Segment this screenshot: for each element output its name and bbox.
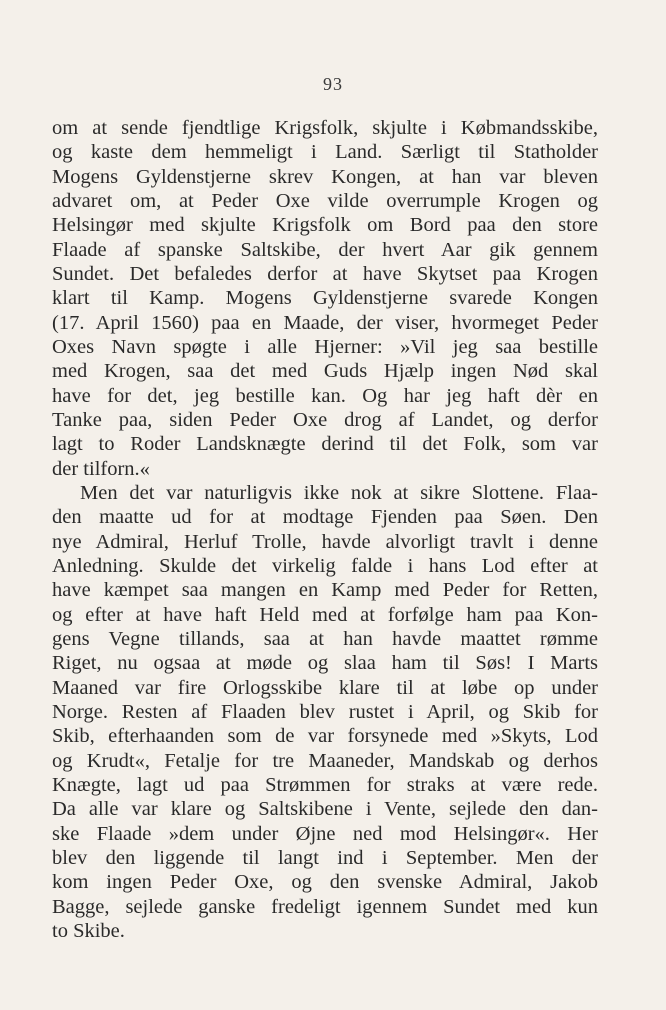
text-line: om at sende fjendtlige Krigsfolk, skjulte i Købmandsskibe, (52, 117, 598, 139)
text-line: Tanke paa, siden Peder Oxe drog af Landet, og derfor (52, 408, 598, 431)
text-line: Flaade af spanske Saltskibe, der hvert Aar gik gennem (52, 238, 598, 261)
text-line: ske Flaade »dem under Øjne ned mod Helsingør«. Her (52, 822, 598, 845)
text-line: Skib, efterhaanden som de var forsynede med »Skyts, Lod (52, 725, 598, 748)
text-line: Men det var naturligvis ikke nok at sikre Slottene. Flaa- (80, 481, 598, 504)
text-line: og efter at have haft Held med at forfølge ham paa Kon- (52, 603, 598, 626)
text-line: blev den liggende til langt ind i September. Men der (52, 846, 598, 869)
text-line: med Krogen, saa det med Guds Hjælp ingen Nød skal (52, 360, 598, 383)
text-line: Norge. Resten af Flaaden blev rustet i April, og Skib for (52, 700, 598, 723)
text-line: nye Admiral, Herluf Trolle, havde alvorligt travlt i denne (52, 530, 598, 553)
text-line: Helsingør med skjulte Krigsfolk om Bord paa den store (52, 214, 598, 237)
text-line: to Skibe. (52, 919, 125, 942)
text-line: Sundet. Det befaledes derfor at have Skytset paa Krogen (52, 262, 598, 285)
text-line: Anledning. Skulde det virkelig falde i hans Lod efter at (52, 554, 598, 577)
text-line: advaret om, at Peder Oxe vilde overrumple Krogen og (52, 189, 598, 212)
text-line: have for det, jeg bestille kan. Og har jeg haft dèr en (52, 384, 598, 407)
text-line: Oxes Navn spøgte i alle Hjerner: »Vil jeg saa bestille (52, 335, 598, 358)
text-line: have kæmpet saa mangen en Kamp med Peder for Retten, (52, 579, 598, 602)
text-line: Da alle var klare og Saltskibene i Vente, sejlede den dan- (52, 798, 598, 821)
text-line: Bagge, sejlede ganske fredeligt igennem Sundet med kun (52, 895, 598, 918)
page-number: 93 (323, 74, 343, 94)
text-line: og kaste dem hemmeligt i Land. Særligt til Statholder (52, 141, 598, 164)
text-line: der tilforn.« (52, 457, 150, 480)
text-line: Knægte, lagt ud paa Strømmen for straks at være rede. (52, 773, 598, 796)
body-text (52, 116, 598, 943)
text-line: den maatte ud for at modtage Fjenden paa Søen. Den (52, 506, 598, 529)
text-line: Mogens Gyldenstjerne skrev Kongen, at han var bleven (52, 165, 598, 188)
text-line: gens Vegne tillands, saa at han havde maattet rømme (52, 627, 598, 650)
text-line: Maaned var fire Orlogsskibe klare til at løbe op under (52, 676, 598, 699)
text-line: Riget, nu ogsaa at møde og slaa ham til Søs! I Marts (52, 652, 598, 675)
text-line: kom ingen Peder Oxe, og den svenske Admiral, Jakob (52, 871, 598, 894)
text-line: klart til Kamp. Mogens Gyldenstjerne svarede Kongen (52, 287, 598, 310)
text-line: (17. April 1560) paa en Maade, der viser, hvormeget Peder (52, 311, 598, 334)
text-line: og Krudt«, Fetalje for tre Maaneder, Mandskab og derhos (52, 749, 598, 772)
text-line: lagt to Roder Landsknægte derind til det Folk, som var (52, 433, 598, 456)
